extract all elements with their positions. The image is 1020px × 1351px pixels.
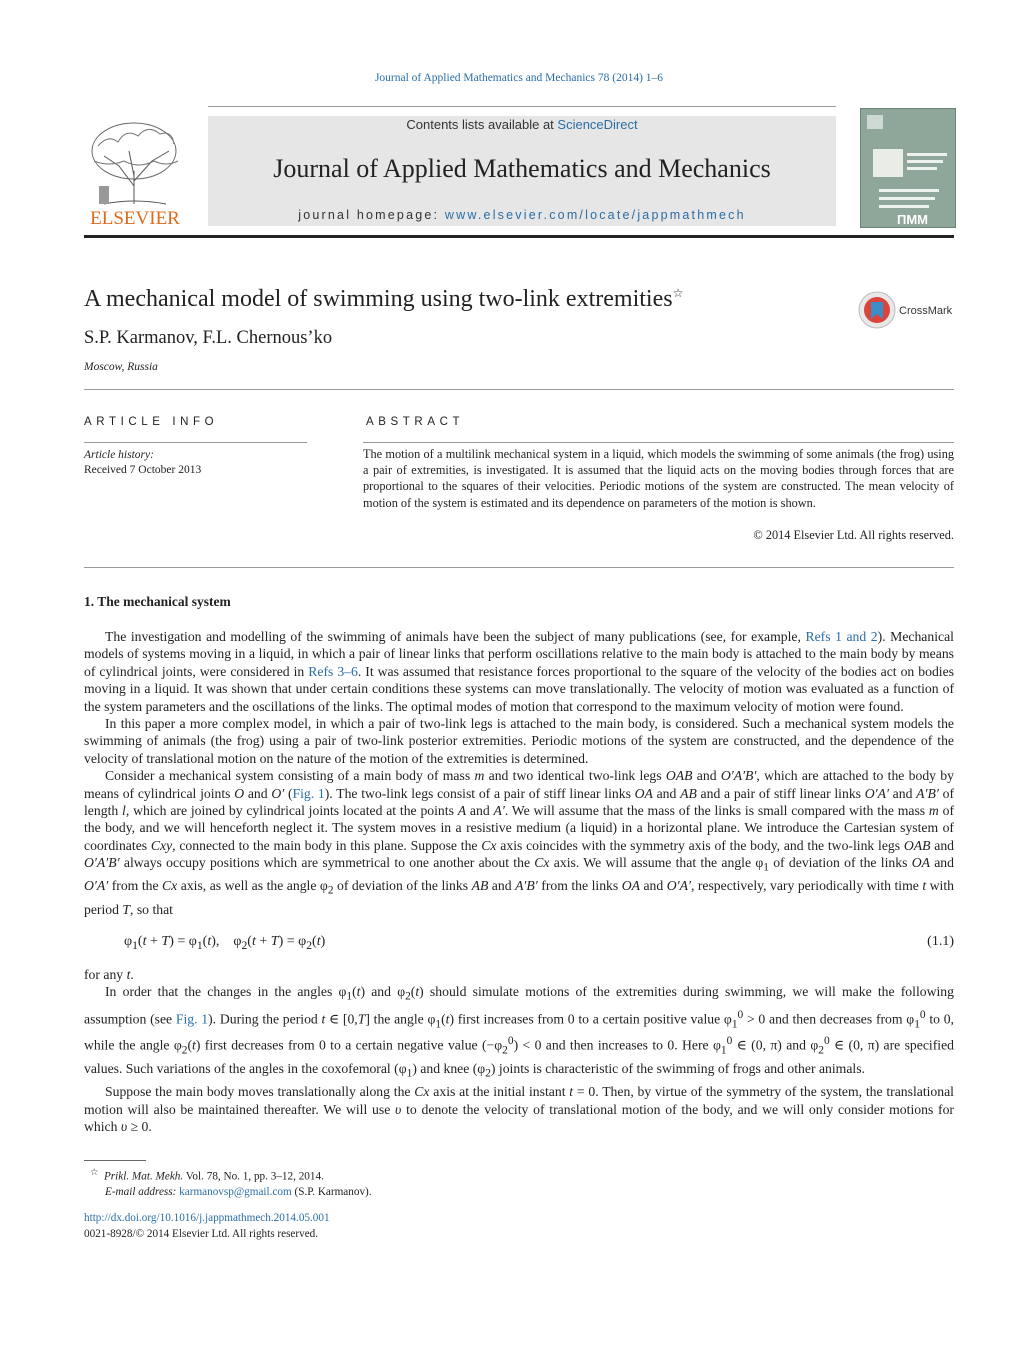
paragraph-3: Consider a mechanical system consisting of a main body of mass m and two identical two-link legs OAB and O′A′B′, which are attached to the body by means of cylindrical joints O and O′ (Fig. 1). The two-link legs consist of a pair of stiff linear links OA and AB and a pair of stiff linear links O′A′ and A′B′ of length l, which are joined by cylindrical joints located at the points A and A′. We will assume that the mass of the links is small compared with the mass m of the body, and we will henceforth neglect it. The system moves in a resistive medium (a liquid) in a horizontal plane. We introduce the Cartesian system of coordinates Cxy, connected to the main body in this plane. Suppose the Cx axis coincides with the symmetry axis of the body, and the two-link legs OAB and O′A′B′ always occupy positions which are symmetrical to one another about the Cx axis. We will assume that the angle $\varphi_1$ of deviation of the links OA and O′A′ from the Cx axis, as well as the angle $\varphi_2$ of deviation of the links AB and A′B′ from the links OA and O′A′, respectively, vary periodically with time t with period T, so that (84, 768, 955, 917)
for-any-line: for any t. (84, 967, 134, 982)
abstract-heading: ABSTRACT (366, 416, 465, 428)
doi-link[interactable]: http://dx.doi.org/10.1016/j.jappmathmech.2014.05.001 (84, 1212, 330, 1224)
authors: S.P. Karmanov, F.L. Chernous’ko (84, 328, 333, 348)
abstract-text: The motion of a multilink mechanical system in a liquid, which models the swimming of some animals (the frog) using a pair of extremities, is investigated. It is assumed that the liquid acts on the moving bodies through forces that are proportional to the squares of their velocities. Periodic motions of the system are constructed. The mean velocity of motion of the system is estimated and its dependence on parameters of the motion is shown. (363, 447, 954, 510)
refs-1-2-link[interactable]: Refs 1 and 2 (805, 629, 878, 644)
refs-3-6-link[interactable]: Refs 3–6 (308, 663, 358, 679)
article-info-heading: ARTICLE INFO (84, 416, 219, 428)
masthead-rule (84, 235, 954, 238)
paragraph-4: In order that the changes in the angles $\varphi_1(t)$ and $\varphi_2(t)$ should simulate motions of the extremities during swimming, we will make the following assumption (see Fig. 1). During the period t ∈ [0,T] the angle $\varphi_1(t)$ first increases from 0 to a certain positive value $\varphi_1^0 > 0$ and then decreases from $\varphi_1^0$ to 0, while the angle $\varphi_2(t)$ first decreases from 0 to a certain negative value $(-\varphi_2^0) < 0$ and then increases to 0. Here $\varphi_1^0$ ∈ (0, π) and $\varphi_2^0$ ∈ (0, π) are specified values. Such variations of the angles in the coxofemoral $(\varphi_1)$ and knee $(\varphi_2)$ joints is characteristic of the swimming of frogs and other animals. (84, 984, 955, 1080)
abstract-rule (363, 442, 954, 443)
history-label: Article history: (84, 449, 154, 461)
sciencedirect-link[interactable]: ScienceDirect (557, 117, 638, 132)
journal-homepage: journal homepage: www.elsevier.com/locate/jappmathmech (298, 208, 746, 222)
paragraph-5: Suppose the main body moves translationally along the Cx axis at the initial instant t = 0. Then, by virtue of the symmetry of the system, the translational motion will also be maintained thereafter. We will use υ to denote the velocity of translational motion of the body, and we will only consider motions for which υ ≥ 0. (84, 1084, 954, 1134)
journal-citation[interactable]: Journal of Applied Mathematics and Mechanics 78 (2014) 1–6 (374, 72, 664, 84)
affiliation: Moscow, Russia (84, 361, 158, 373)
abstract-bottom-rule (84, 567, 954, 568)
abstract-copyright: © 2014 Elsevier Ltd. All rights reserved. (753, 528, 954, 542)
section-heading: 1. The mechanical system (84, 594, 231, 609)
journal-cover (860, 108, 956, 228)
crossmark-badge[interactable] (858, 290, 958, 330)
footnote-rule (84, 1160, 146, 1161)
footnote: ☆ Prikl. Mat. Mekh. Vol. 78, No. 1, pp. 3–12, 2014. E-mail address: karmanovsp@gmail.com (S.P. Karmanov). (90, 1168, 372, 1199)
article-info-rule (84, 442, 307, 443)
author-email-link[interactable]: karmanovsp@gmail.com (179, 1186, 292, 1199)
article-history (84, 448, 201, 478)
equation-number: (1.1) (927, 934, 954, 949)
section-body (84, 628, 954, 918)
received-date: Received 7 October 2013 (84, 464, 202, 476)
paragraph-1: The investigation and modelling of the swimming of animals have been the subject of many publications (see, for example, Refs 1 and 2). Mechanical models of systems moving in a liquid, in which a pair of linear links that perform oscillations relative to the main body is attached to the main body by means of cylindrical joints, were considered in Refs 3–6. It was assumed that resistance forces proportional to the square of the velocity of the bodies act on bodies moving in a liquid. It was shown that under certain conditions these systems can move translationally. The velocity of motion was evaluated as a function of the system parameters and the oscillations of the links. The optimal modes of motion that correspond to the maximum velocity of motion were found. (84, 629, 955, 714)
title-footnote-mark[interactable]: ☆ (672, 286, 684, 300)
elsevier-tree-logo (84, 116, 186, 228)
article-title: A mechanical model of swimming using two-link extremities☆ (84, 286, 684, 312)
contents-line: Contents lists available at ScienceDirect (406, 117, 638, 132)
doi-block (84, 1211, 330, 1242)
svg-text:ПММ: ПММ (897, 212, 929, 227)
header-rule (208, 106, 836, 107)
paragraph-2: In this paper a more complex model, in which a pair of two-link legs is attached to the main body, is considered. Such a mechanical system models the swimming of animals (the frog) using a pair of two-link posterior extremities. Periodic motions of the system are constructed, and the dependence of the velocity of translational motion on the nature of the motion of the extremities is determined. (84, 716, 954, 766)
journal-title: Journal of Applied Mathematics and Mechanics (273, 154, 771, 183)
equation-1-1: $\varphi_1(t + T) = \varphi_1(t)$, $\varphi_2(t + T) = \varphi_2(t)$ (1.1) (124, 934, 954, 952)
issn-line: 0021-8928/© 2014 Elsevier Ltd. All rights reserved. (84, 1227, 319, 1240)
homepage-link[interactable]: www.elsevier.com/locate/jappmathmech (444, 208, 746, 222)
elsevier-wordmark: ELSEVIER (90, 208, 180, 228)
crossmark-label: CrossMark (899, 305, 953, 317)
title-rule (84, 389, 954, 390)
fig1-link-2[interactable]: Fig. 1 (175, 1011, 209, 1027)
fig1-link[interactable]: Fig. 1 (292, 785, 325, 801)
section-body-continued (84, 966, 954, 1135)
